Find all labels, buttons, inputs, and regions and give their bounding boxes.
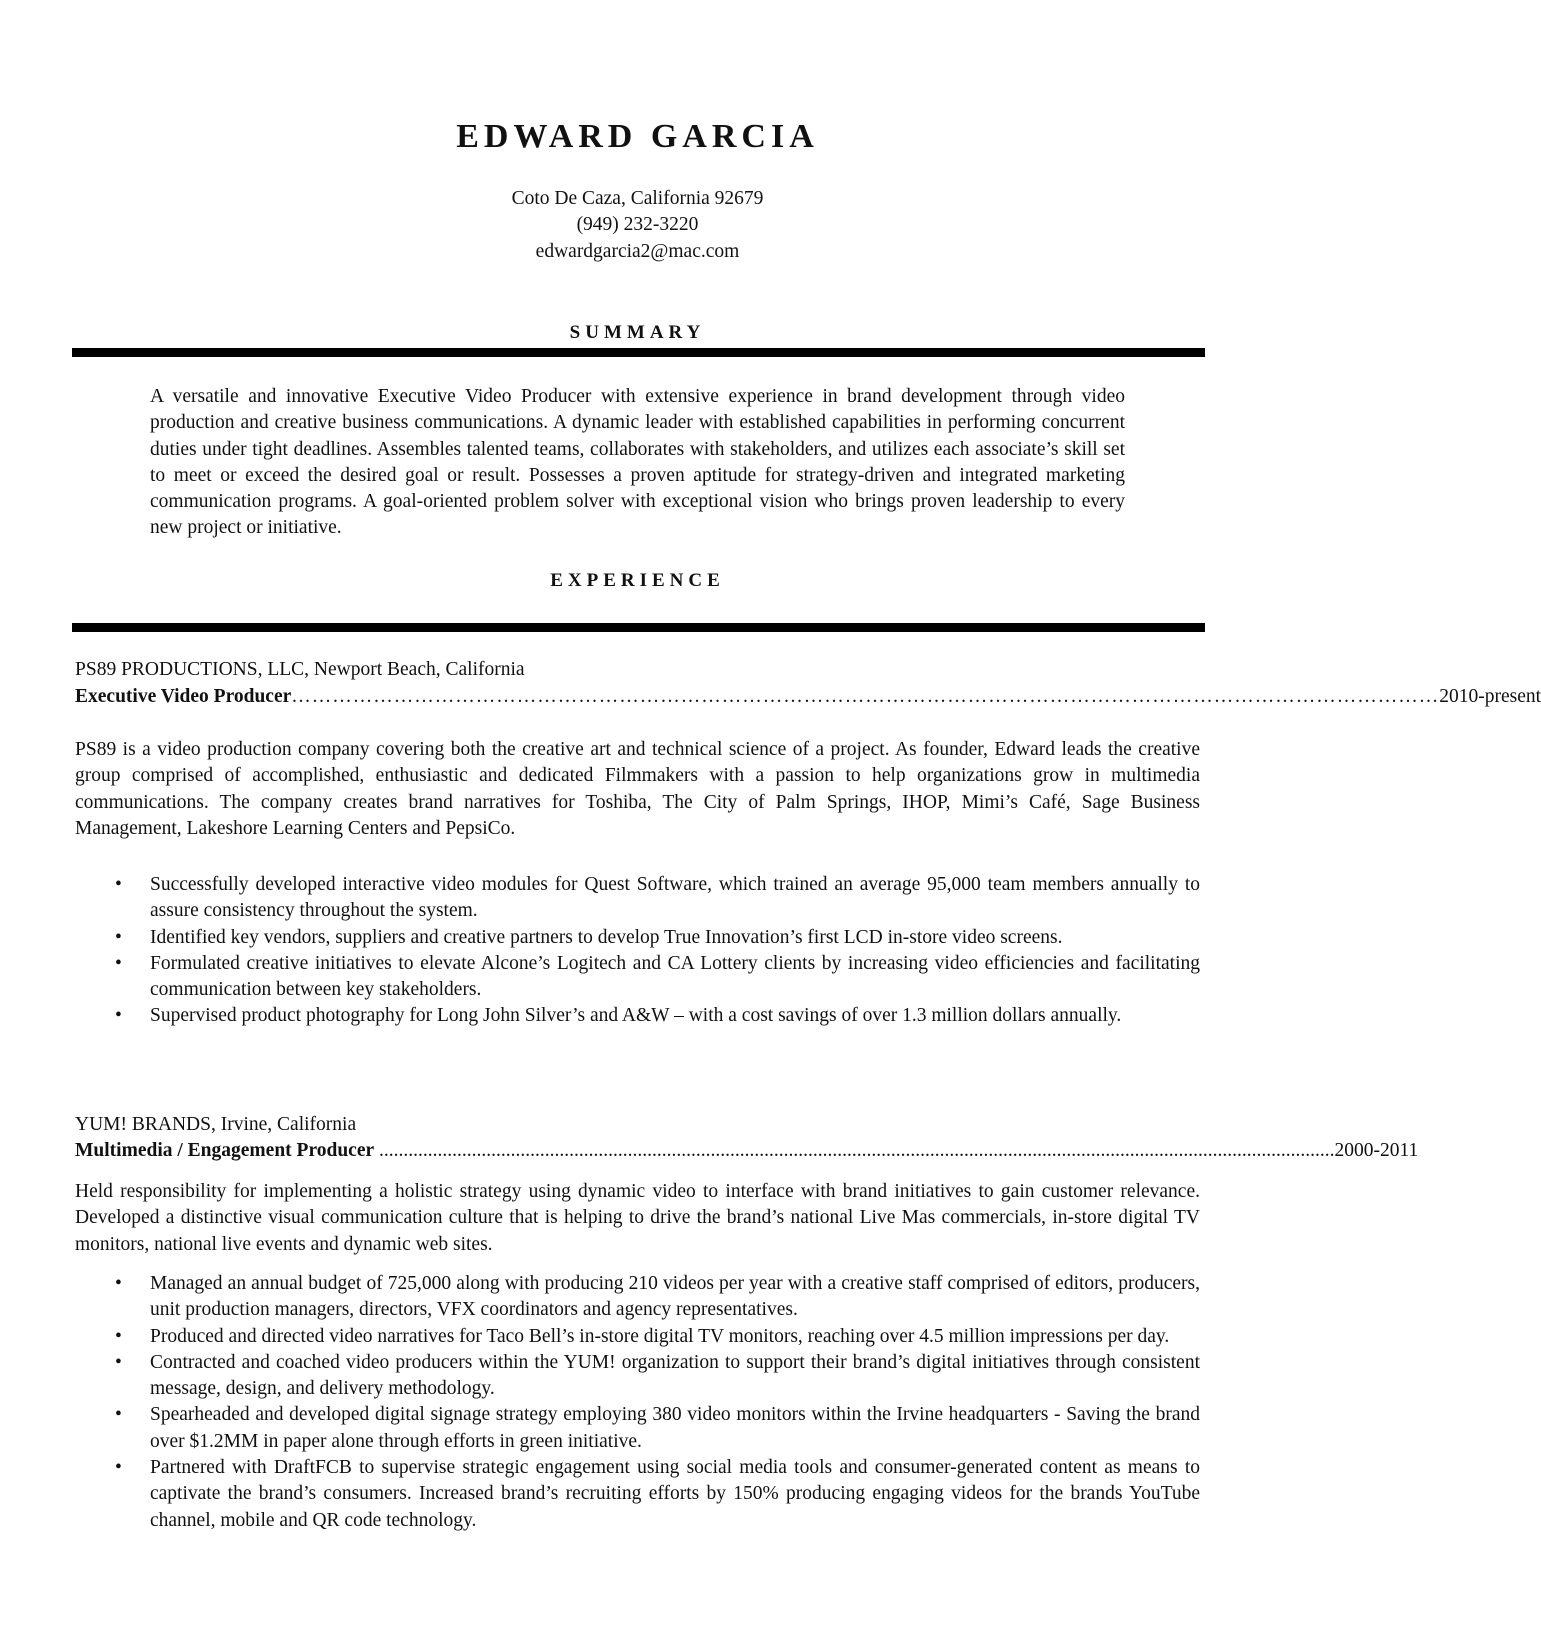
bullet-item: • Supervised product photography for Long John Silver’s and A&W – with a cost savings of over 1.3 million dollars annually. <box>115 1005 1122 1027</box>
job-title: Multimedia / Engagement Producer <box>75 1140 375 1161</box>
candidate-name: EDWARD GARCIA <box>456 118 819 155</box>
bullet-item: • Managed an annual budget of 725,000 along with producing 210 videos per year with a creative staff comprised of editors, producers, unit production managers, directors, VFX coordinators and agency representatives. <box>115 1273 1200 1321</box>
bullet-item: • Identified key vendors, suppliers and creative partners to develop True Innovation’s first LCD in-store video screens. <box>115 926 1063 948</box>
job-bullets <box>75 1271 1200 1534</box>
summary-rule <box>72 348 1205 357</box>
bullet-item: • Spearheaded and developed digital signage strategy employing 380 video monitors within the Irvine headquarters - Saving the brand over $1.2MM in paper alone through efforts in green initiative. <box>115 1404 1200 1452</box>
job-title-line <box>75 1140 1419 1162</box>
job-description: Held responsibility for implementing a holistic strategy using dynamic video to interface with brand initiatives to gain customer relevance. Developed a distinctive visual communication culture that is helping to drive the brand’s national Live Mas commercials, in-store digital TV monitors, national live events and dynamic web sites. <box>75 1181 1200 1255</box>
bullet-item: • Contracted and coached video producers within the YUM! organization to support their brand’s digital initiatives through consistent message, design, and delivery methodology. <box>115 1351 1200 1400</box>
job-title: Executive Video Producer <box>75 686 292 707</box>
leader-dots: .................................................................................................................................................................................................... <box>374 1140 1335 1161</box>
job-bullets <box>75 872 1200 1030</box>
location: Coto De Caza, California 92679 <box>511 188 764 209</box>
summary-heading: SUMMARY <box>569 322 706 343</box>
phone: (949) 232-3220 <box>576 214 699 235</box>
bullet-item: • Partnered with DraftFCB to supervise strategic engagement using social media tools and consumer-generated content as means to captivate the brand’s consumers. Increased brand’s recruiting efforts by 150% producing engaging videos for the brands YouTube channel, mobile and QR code technology. <box>115 1457 1200 1531</box>
job-dates: 2000-2011 <box>1334 1140 1419 1161</box>
email: edwardgarcia2@mac.com <box>535 241 740 262</box>
bullet-item: • Produced and directed video narratives for Taco Bell’s in-store digital TV monitors, reaching over 4.5 million impressions per day. <box>115 1325 1170 1347</box>
job-dates: 2010-present <box>1439 686 1541 707</box>
leader-dots: …………………………………………………………………………………………………………………………………………………… <box>291 686 1440 707</box>
job-description: PS89 is a video production company covering both the creative art and technical science of a project. As founder, Edward leads the creative group comprised of accomplished, enthusiastic and dedicated Filmmakers with a passion to help organizations grow in multimedia communications. The company creates brand narratives for Toshiba, The City of Palm Springs, IHOP, Mimi’s Café, Sage Business Management, Lakeshore Learning Centers and PepsiCo. <box>75 739 1200 839</box>
job-company: PS89 PRODUCTIONS, LLC, Newport Beach, California <box>75 659 525 680</box>
summary-text: A versatile and innovative Executive Video Producer with extensive experience in brand development through video production and creative business communications. A dynamic leader with established capabilities in performing concurrent duties under tight deadlines. Assembles talented teams, collaborates with stakeholders, and utilizes each associate’s skill set to meet or exceed the desired goal or result. Possesses a proven aptitude for strategy-driven and integrated marketing communication programs. A goal-oriented problem solver with exceptional vision who brings proven leadership to every new project or initiative. <box>150 386 1125 539</box>
bullet-item: • Successfully developed interactive video modules for Quest Software, which trained an average 95,000 team members annually to assure consistency throughout the system. <box>115 874 1200 922</box>
bullet-item: • Formulated creative initiatives to elevate Alcone’s Logitech and CA Lottery clients by increasing video efficiencies and facilitating communication between key stakeholders. <box>115 952 1200 1001</box>
experience-rule <box>72 623 1205 632</box>
experience-heading: EXPERIENCE <box>550 570 725 591</box>
job-title-line <box>75 686 1541 708</box>
job-company: YUM! BRANDS, Irvine, California <box>75 1114 357 1135</box>
